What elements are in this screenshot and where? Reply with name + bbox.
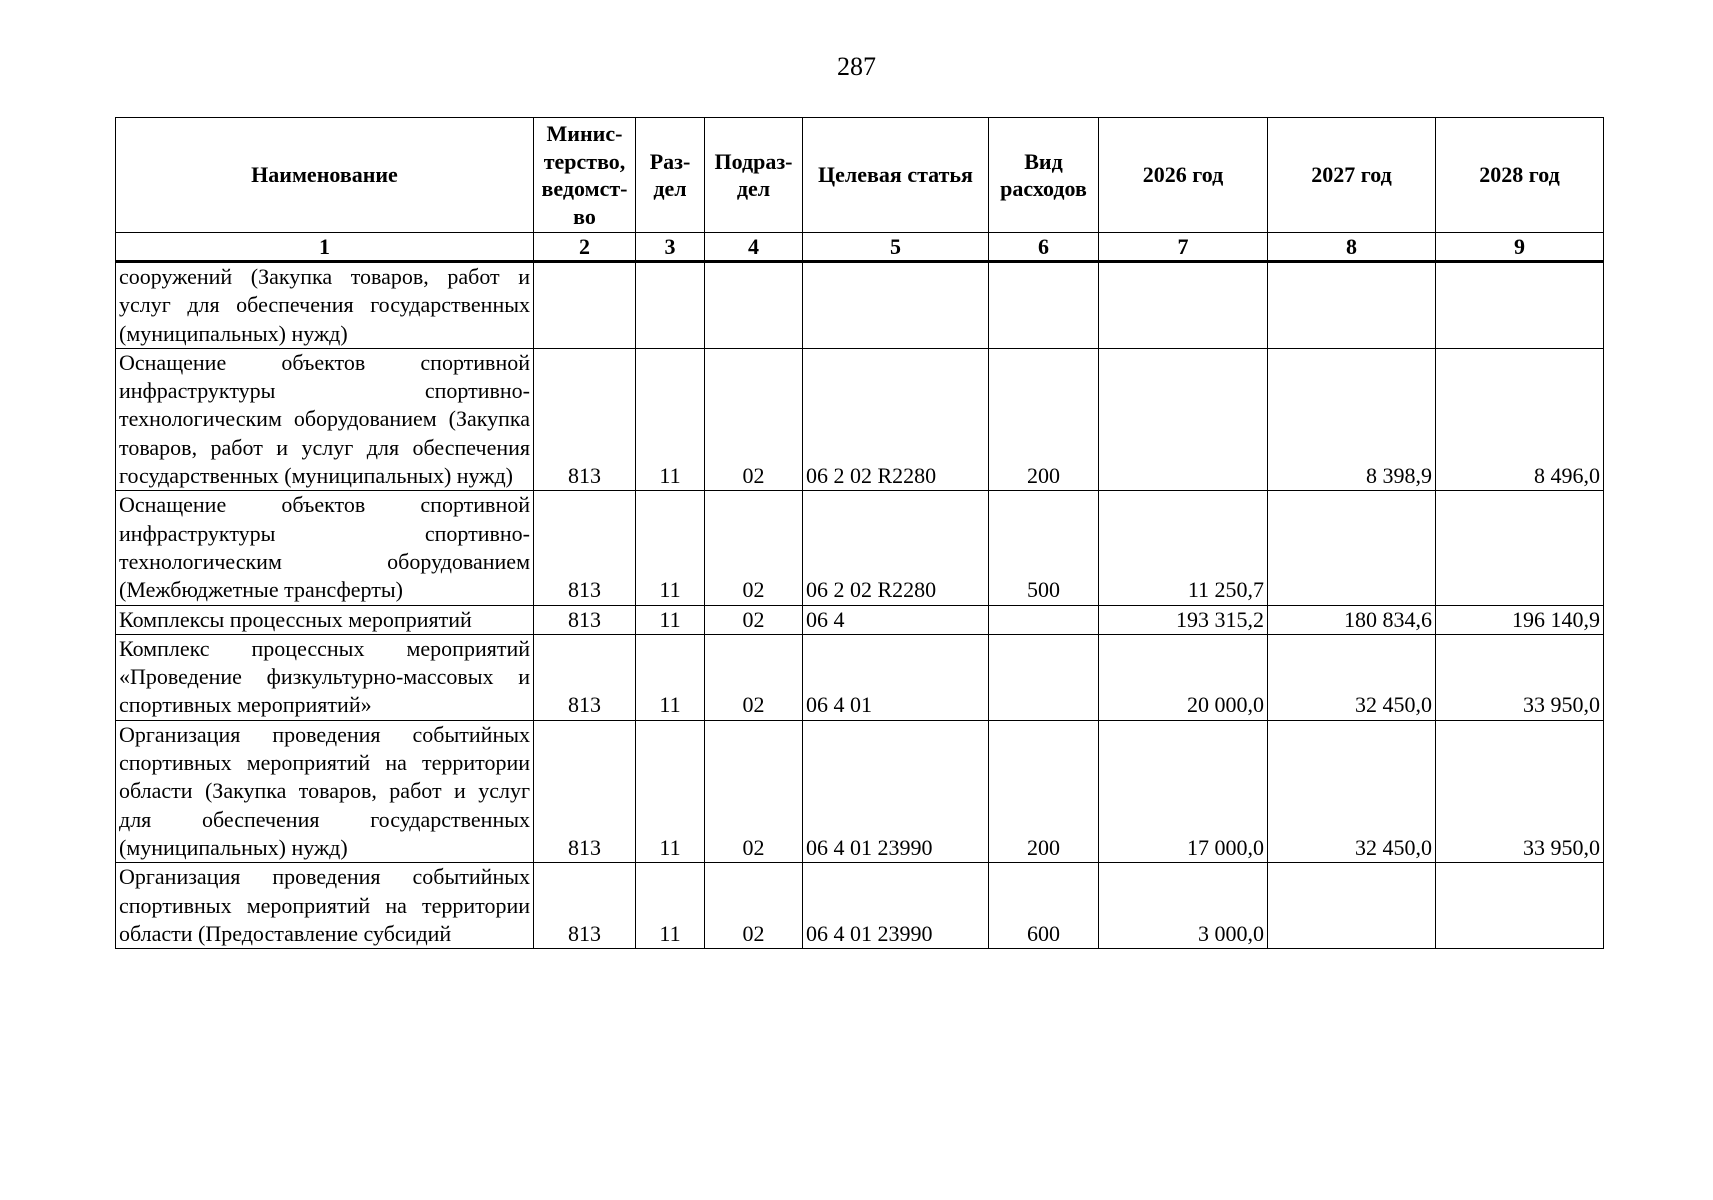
row-section: 11 xyxy=(636,634,705,720)
table-row xyxy=(116,605,1604,634)
row-expense-type: 200 xyxy=(989,348,1099,490)
row-amount-2026: 193 315,2 xyxy=(1099,605,1268,634)
header-ministry: Минис-терство, ведомст-во xyxy=(534,118,636,233)
row-amount-2028 xyxy=(1436,262,1604,349)
column-number: 7 xyxy=(1099,233,1268,262)
row-name: сооружений (Закупка товаров, работ и услуг для обеспечения государственных (муниципальных) нужд) xyxy=(116,262,534,349)
row-amount-2026: 3 000,0 xyxy=(1099,863,1268,949)
row-expense-type: 600 xyxy=(989,863,1099,949)
row-section: 11 xyxy=(636,348,705,490)
row-amount-2028 xyxy=(1436,491,1604,605)
row-amount-2026 xyxy=(1099,348,1268,490)
row-section: 11 xyxy=(636,491,705,605)
row-ministry: 813 xyxy=(534,863,636,949)
row-amount-2028 xyxy=(1436,863,1604,949)
row-ministry xyxy=(534,262,636,349)
row-amount-2026: 20 000,0 xyxy=(1099,634,1268,720)
row-subsection: 02 xyxy=(705,720,803,862)
header-year-2026: 2026 год xyxy=(1099,118,1268,233)
column-number: 3 xyxy=(636,233,705,262)
row-amount-2028: 33 950,0 xyxy=(1436,634,1604,720)
row-amount-2027 xyxy=(1268,863,1436,949)
row-ministry: 813 xyxy=(534,720,636,862)
row-amount-2026 xyxy=(1099,262,1268,349)
row-ministry: 813 xyxy=(534,348,636,490)
row-amount-2028: 8 496,0 xyxy=(1436,348,1604,490)
header-subsection: Подраз-дел xyxy=(705,118,803,233)
row-amount-2026: 11 250,7 xyxy=(1099,491,1268,605)
column-number: 4 xyxy=(705,233,803,262)
row-amount-2028: 196 140,9 xyxy=(1436,605,1604,634)
row-expense-type xyxy=(989,634,1099,720)
row-name: Оснащение объектов спортивной инфраструктуры спортивно-технологическим оборудованием (Межбюджетные трансферты) xyxy=(116,491,534,605)
row-section xyxy=(636,262,705,349)
column-number: 2 xyxy=(534,233,636,262)
column-number: 1 xyxy=(116,233,534,262)
row-section: 11 xyxy=(636,863,705,949)
row-target-article: 06 4 01 23990 xyxy=(803,720,989,862)
header-target-article: Целевая статья xyxy=(803,118,989,233)
row-ministry: 813 xyxy=(534,491,636,605)
row-ministry: 813 xyxy=(534,634,636,720)
row-subsection: 02 xyxy=(705,491,803,605)
header-row xyxy=(116,118,1604,233)
row-target-article: 06 2 02 R2280 xyxy=(803,348,989,490)
row-expense-type xyxy=(989,605,1099,634)
row-name: Комплексы процессных мероприятий xyxy=(116,605,534,634)
budget-table xyxy=(115,117,1604,949)
row-target-article: 06 4 xyxy=(803,605,989,634)
row-expense-type: 500 xyxy=(989,491,1099,605)
row-subsection: 02 xyxy=(705,605,803,634)
row-target-article: 06 2 02 R2280 xyxy=(803,491,989,605)
row-section: 11 xyxy=(636,605,705,634)
row-target-article: 06 4 01 23990 xyxy=(803,863,989,949)
row-amount-2027: 8 398,9 xyxy=(1268,348,1436,490)
table-row xyxy=(116,863,1604,949)
row-expense-type xyxy=(989,262,1099,349)
row-expense-type: 200 xyxy=(989,720,1099,862)
table-row xyxy=(116,491,1604,605)
row-subsection: 02 xyxy=(705,863,803,949)
table-row xyxy=(116,348,1604,490)
header-expense-type: Вид расходов xyxy=(989,118,1099,233)
column-number-row xyxy=(116,233,1604,262)
header-section: Раз-дел xyxy=(636,118,705,233)
row-target-article xyxy=(803,262,989,349)
row-subsection: 02 xyxy=(705,634,803,720)
column-number: 9 xyxy=(1436,233,1604,262)
row-subsection xyxy=(705,262,803,349)
row-amount-2026: 17 000,0 xyxy=(1099,720,1268,862)
row-section: 11 xyxy=(636,720,705,862)
row-subsection: 02 xyxy=(705,348,803,490)
row-amount-2028: 33 950,0 xyxy=(1436,720,1604,862)
row-name: Комплекс процессных мероприятий «Проведение физкультурно-массовых и спортивных мероприятий» xyxy=(116,634,534,720)
row-amount-2027 xyxy=(1268,262,1436,349)
header-year-2028: 2028 год xyxy=(1436,118,1604,233)
row-name: Оснащение объектов спортивной инфраструктуры спортивно-технологическим оборудованием (Закупка товаров, работ и услуг для обеспечения государственных (муниципальных) нужд) xyxy=(116,348,534,490)
row-target-article: 06 4 01 xyxy=(803,634,989,720)
table-row xyxy=(116,634,1604,720)
column-number: 8 xyxy=(1268,233,1436,262)
row-amount-2027 xyxy=(1268,491,1436,605)
row-amount-2027: 180 834,6 xyxy=(1268,605,1436,634)
header-name: Наименование xyxy=(116,118,534,233)
row-name: Организация проведения событийных спортивных мероприятий на территории области (Закупка товаров, работ и услуг для обеспечения государственных (муниципальных) нужд) xyxy=(116,720,534,862)
table-row xyxy=(116,720,1604,862)
page-number: 287 xyxy=(837,52,876,81)
row-amount-2027: 32 450,0 xyxy=(1268,720,1436,862)
header-year-2027: 2027 год xyxy=(1268,118,1436,233)
column-number: 5 xyxy=(803,233,989,262)
row-amount-2027: 32 450,0 xyxy=(1268,634,1436,720)
row-ministry: 813 xyxy=(534,605,636,634)
table-row xyxy=(116,262,1604,349)
row-name: Организация проведения событийных спортивных мероприятий на территории области (Предоставление субсидий xyxy=(116,863,534,949)
column-number: 6 xyxy=(989,233,1099,262)
